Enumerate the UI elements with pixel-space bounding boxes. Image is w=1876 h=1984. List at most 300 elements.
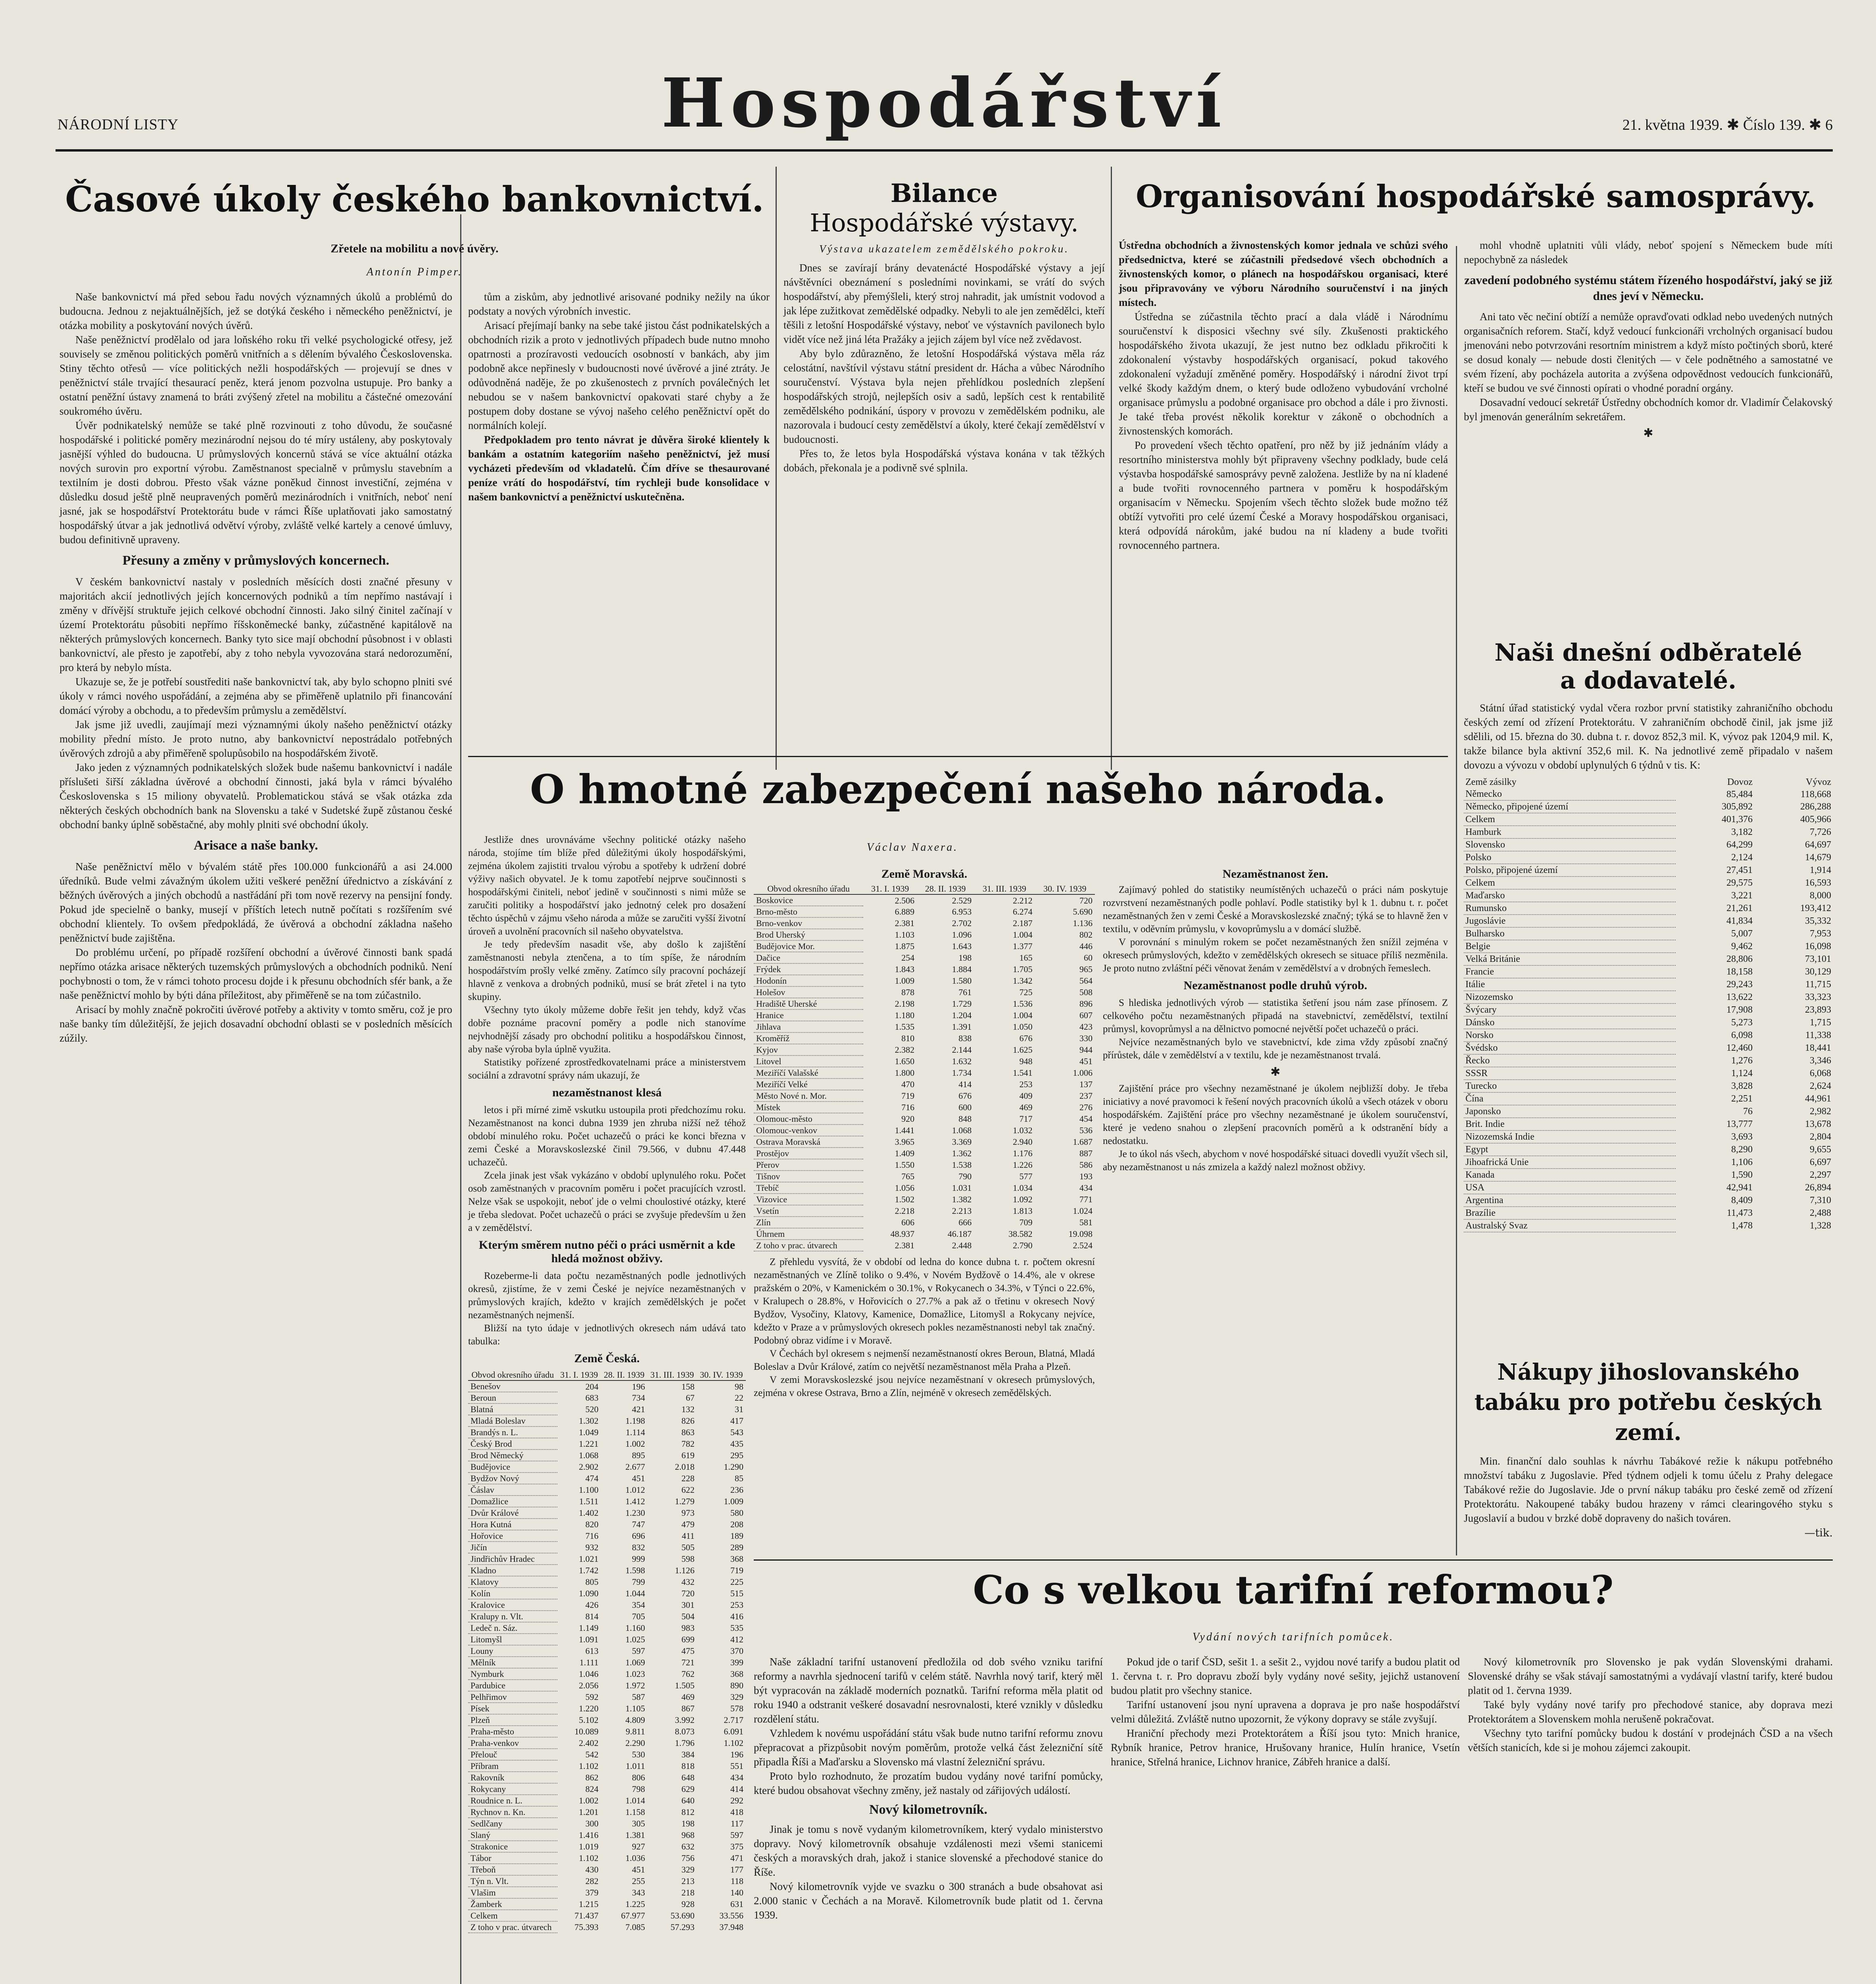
district-name: Brno-venkov [754,917,863,929]
district-name: Hranice [754,1009,863,1021]
table-cell: 2.187 [1013,918,1033,928]
table-cell: 412 [730,1634,743,1644]
paragraph: Naše peněžnictví mělo v bývalém státě přes 100.000 funkcionářů a asi 24.000 úředníků. Bude velmi závažným úkolem užiti veškeré peněžní úřednictvo a získávání z běžných úvěrových a jiných obchodů a nastřádání při tom nově rezervy na pensijní fondy. Pokud jde specielně o banky, musejí v příštích letech nutně počítati s rozšířením své obchodní klientely. To ovšem předpokládá, že úvěrová a obchodní základna našeho peněžnictví bude zajištěna. [60,861,452,944]
table-cell: 927 [632,1842,645,1851]
country-name: Nizozemská Indie [1464,1130,1676,1143]
table-row [1464,800,1833,813]
paragraph: Jestliže dnes urovnáváme všechny politické otázky našeho národa, stojíme tím blíže před důležitými úkoly hospodářskými, zejména úkolem zajistiti trvalou výrobu a spotřeby k udržení dobré výživy našich obyvatel. Je k tomu zapotřebí nejprve součinnosti s hospodářskými činiteli, neboť jedině v součinnosti s nimi může se zaručiti politiky a hospodářství jako jednotný celek pro dosažení těchto úspěchů v zájmu všeho národa a může se zaručiti vyšší životní úroveň a uvolnění pracovních sil našeho obyvatelstva. [468,834,746,937]
table-cell: 597 [730,1830,743,1840]
table-cell: 820 [585,1519,599,1529]
district-name: Úhrnem [754,1228,863,1240]
table-cell: 676 [958,1091,972,1101]
table-cell: 1.550 [895,1160,915,1170]
table-cell: 999 [632,1554,645,1564]
table-cell: 471 [730,1853,743,1863]
import-value: 42,941 [1726,1182,1753,1193]
export-value: 1,328 [1810,1221,1831,1231]
article-subtitle: Výstava ukazatelem zemědělského pokroku. [819,243,1069,255]
table-cell: 3.992 [675,1715,695,1725]
table-cell: 1.011 [626,1761,645,1771]
article-title: Časové úkoly českého bankovnictví. [65,179,764,220]
section-heading: Nový kilometrovník. [869,1802,987,1817]
table-row [1464,965,1833,978]
table-row [468,1588,746,1599]
table-cell: 1.176 [1013,1148,1033,1158]
district-name: Hora Kutná [468,1519,557,1530]
table-cell: 948 [1019,1056,1033,1066]
paragraph: Do problému určení, po případě rozšíření obchodní a úvěrové činnosti bank spadá nepřímo otázka arisace některých tuzemských průmyslových a obchodních podniků. Není pochybnosti o tom, že v rámci tohoto procesu dojde i k přesunu obchodních sfér bank, a že naše peněžnictví mohlo by býti dána příležitost, aby přiměřeně se na tom zúčastnilo. [60,946,452,1001]
import-value: 13,622 [1726,992,1753,1002]
district-name: Pardubice [468,1680,557,1691]
table-cell: 1.002 [579,1796,599,1805]
import-value: 12,460 [1726,1043,1753,1053]
district-name: Hradiště Uherské [754,998,863,1009]
district-name: Hořovice [468,1530,557,1542]
export-value: 2,488 [1810,1208,1831,1218]
table-cell: 1.158 [625,1807,645,1817]
table-row [1464,991,1833,1004]
table-cell: 805 [585,1577,599,1587]
paragraph: Dnes se zavírají brány devatenácté Hospodářské výstavy a její návštěvníci obeznámení s posledními novinkami, se vrátí do svých hospodářství, aby přemýšleli, který stroj nahradit, jak umístnit vodovod a jak lépe zužitkovat zemědělské odpadky. Nebyli to ale jen zemědělci, kteří těšili z letošní Hospodářské výstavy, neboť ve výstavních pavilonech bylo vidět více než jiná léta Pražáky a jejich zájem byl více než zvědavost. [783,262,1105,345]
table-cell: 1.625 [1013,1045,1033,1055]
table-cell: 725 [1019,987,1033,997]
table-cell: 1.381 [625,1830,645,1840]
district-name: Ledeč n. Sáz. [468,1622,557,1634]
table-row [754,1009,1095,1021]
export-value: 44,961 [1805,1094,1831,1104]
table-cell: 1.875 [895,941,915,951]
import-value: 85,484 [1726,789,1753,800]
table-cell: 1.009 [895,976,915,986]
table-cell: 1.160 [625,1623,645,1633]
district-name: Brod Uherský [754,929,863,940]
import-value: 41,834 [1726,916,1753,926]
paragraph: Ani tato věc nečiní obtíží a nemůže opravďovati odklad nebo uvedených nutných organisačních reforem. Stačí, když vedoucí funkcionáři vrcholných organisací budou jmenováni nebo potvrzováni resortním ministrem a když místo počtiných sborů, které se dosud konaly — nebude dosti členitých — v čele podnětného a samostatné ve svém řízení, aby pocházela autorita a zvýšena odpovědnost vedoucích funkcionářů, kteří se budou ve své činnosti opírati o vhodné poradní orgány. [1464,311,1833,394]
table-cell: 826 [681,1416,695,1426]
table-row [754,894,1095,906]
article1-col2 [468,290,770,504]
table-cell: 421 [632,1404,645,1414]
article-title: Naši dnešní odběratelé [1494,639,1802,667]
export-value: 30,129 [1805,967,1831,977]
district-name: Žamberk [468,1898,557,1910]
country-name: Rumunsko [1464,902,1676,915]
table-cell: 75.393 [574,1922,599,1932]
table-row [1464,1143,1833,1156]
district-name: Olomouc-město [754,1113,863,1125]
paragraph: mohl vhodně uplatniti vůli vlády, neboť spojení s Německem bude míti nepochybně za následek [1464,239,1833,265]
paragraph: Proto bylo rozhodnuto, že prozatím budou vydány nové tarifní pomůcky, které budou obsahovat všechny změny, jež nastaly od zářijových událostí. [754,1770,1103,1796]
table-cell: 1.632 [952,1056,972,1066]
table-row [468,1726,746,1737]
district-name: Blatná [468,1403,557,1415]
table-cell: 640 [681,1796,695,1805]
section-title: Hospodářství [661,63,1227,143]
article7-col3 [1468,1655,1833,1755]
table-cell: 1.800 [895,1068,915,1078]
column-rule [460,214,461,1984]
district-name: Jičín [468,1542,557,1553]
table-cell: 578 [730,1703,743,1713]
import-value: 29,243 [1726,979,1753,990]
table-cell: 551 [730,1761,743,1771]
table-cell: 1.034 [1013,1183,1033,1193]
table-cell: 368 [730,1669,743,1679]
table-row [1464,877,1833,889]
table-cell: 505 [681,1542,695,1552]
country-name: Norsko [1464,1029,1676,1042]
table-cell: 1.180 [895,1010,915,1020]
table-row [1464,1156,1833,1169]
table-cell: 475 [681,1646,695,1656]
table-cell: 530 [632,1749,645,1759]
table-title: Země Moravská. [881,867,968,880]
table-cell: 1.100 [579,1485,599,1495]
district-name: Louny [468,1645,557,1657]
district-name: Litomyšl [468,1634,557,1645]
export-value: 9,655 [1810,1144,1831,1155]
section-heading: Nezaměstnanost žen. [1222,867,1329,880]
table-cell: 1.091 [579,1634,599,1644]
table-cell: 140 [730,1888,743,1897]
column-header: 31. I. 1939 [863,883,917,894]
district-name: Litovel [754,1055,863,1067]
table-cell: 137 [1079,1079,1093,1089]
section-heading: nezaměstnanost klesá [552,1086,662,1099]
table-cell: 85 [735,1473,743,1483]
table-cell: 300 [585,1819,599,1828]
district-name: Rokycany [468,1783,557,1795]
table-cell: 1.024 [1073,1206,1093,1216]
export-value: 35,332 [1805,916,1831,926]
export-value: 2,804 [1810,1132,1831,1142]
district-name: Místek [754,1102,863,1113]
country-name: Slovensko [1464,838,1676,851]
table-cell: 67 [685,1393,695,1403]
table-row [468,1496,746,1507]
table-cell: 208 [730,1519,743,1529]
table-cell: 57.293 [670,1922,695,1932]
table-cell: 705 [632,1611,645,1621]
table-row [468,1553,746,1565]
table-cell: 709 [1019,1217,1033,1227]
export-value: 7,310 [1810,1195,1831,1205]
table-row [468,1657,746,1668]
table-cell: 1.813 [1013,1206,1033,1216]
table-cell: 1.096 [952,930,972,940]
table-row [754,1171,1095,1182]
table-cell: 451 [632,1473,645,1483]
table-row [468,1852,746,1864]
table-cell: 721 [681,1657,695,1667]
masthead-rule [56,149,1833,152]
table-cell: 1.056 [895,1183,915,1193]
country-name: Jugoslávie [1464,915,1676,927]
district-name: Přelouč [468,1749,557,1760]
column-header: 31. I. 1939 [557,1369,601,1380]
table-row [754,1194,1095,1205]
paragraph: Z přehledu vysvítá, že v období od ledna do konce dubna t. r. počtem okresní nezaměstnaných ve Zlíně toliko o 9.4%, v Novém Bydžově o 14.4%, ale v okrese pražském o 20%, v Kamenickém o 30.1%, v Rokycanech o 34.3%, v Týnci o 22.6%, v Kralupech o 28.8%, v Hořovicích o 27.7% a pak až o třetinu v okresech Nový Bydžov, Vysočiny, Klatovy, Kamenice, Domažlice, Litomyšl a Rokycany nejvíce, kdežto v Praze a v průmyslových okresech pokles nezaměstnanosti nebyl tak značný. Podobný obraz vidíme i v Moravě. [754,1257,1095,1346]
table-cell: 2.056 [579,1680,599,1690]
article-title: Nákupy jihoslovanského tabáku pro potřebu českých zemí. [1474,1359,1822,1446]
table-row [468,1461,746,1473]
import-value: 17,908 [1726,1005,1753,1015]
import-value: 5,007 [1731,929,1753,939]
table-row [468,1438,746,1450]
table-cell: 508 [1079,987,1093,997]
table-cell: 597 [632,1646,645,1656]
table-cell: 1.729 [952,999,972,1009]
table-cell: 762 [681,1669,695,1679]
country-name: Polsko, připojené území [1464,864,1676,877]
table-cell: 676 [1019,1033,1033,1043]
table-cell: 1.023 [625,1669,645,1679]
district-name: Meziříčí Valašské [754,1067,863,1079]
section-heading: Nezaměstnanost podle druhů výrob. [1183,979,1367,992]
district-name: Nymburk [468,1668,557,1680]
column-header: 28. II. 1939 [917,883,974,894]
table-cell: 1.215 [579,1899,599,1909]
paragraph: Tarifní ustanovení jsou nyní upravena a doprava je pro naše hospodářství velmi důležitá. Zvláště nutno upozornit, že výkony dopravy se stále zvyšují. [1111,1699,1460,1725]
table-row [468,1818,746,1829]
table-cell: 1.111 [579,1657,599,1667]
table-cell: 295 [730,1450,743,1460]
table-cell: 399 [730,1657,743,1667]
table-cell: 543 [730,1427,743,1437]
article4 [1464,639,1833,1232]
paragraph: Arisací přejímají banky na sebe také jistou část podnikatelských a obchodních rizik a proto v jednotlivých případech bude nutno mnoho opatrnosti a prozíravosti vedoucích osobností v bankách, aby jim podobně akce nepřinesly v budoucnosti nové úvěrové a jiné ztráty. Je odůvodněná naděje, že po zkušenostech z prvních poválečných let nebudou se v našem bankovnictví opakovati staré chyby a že postupem doby dostane se vývoj našeho celého peněžnictví opět do normálních kolejí. [468,319,770,431]
table-cell: 587 [632,1692,645,1702]
table-cell: 282 [585,1876,599,1886]
trade-table [1464,776,1833,1232]
table-row [1464,1118,1833,1130]
country-name: Švédsko [1464,1042,1676,1054]
table-cell: 409 [1019,1091,1033,1101]
table-cell: 2.524 [1073,1240,1093,1250]
district-name: Dvůr Králové [468,1507,557,1519]
table-cell: 329 [730,1692,743,1702]
table-cell: 416 [730,1611,743,1621]
article-subtitle: Zřetele na mobilitu a nové úvěry. [330,242,499,255]
article2 [783,179,1105,475]
export-value: 26,894 [1805,1182,1831,1193]
export-value: 73,101 [1805,954,1831,964]
table-cell: 343 [632,1888,645,1897]
column-header: Země zásilky [1465,777,1517,787]
table-cell: 896 [1079,999,1093,1009]
export-value: 118,668 [1800,789,1831,800]
table-row [754,1125,1095,1136]
import-value: 18,158 [1726,967,1753,977]
table-cell: 1.441 [895,1125,915,1135]
paragraph: Úvěr podnikatelský nemůže se také plně rozvinouti z toho důvodu, že současné hospodářské i politické poměry mezinárodní nejsou do té míry ustáleny, aby poskytovaly jasnější výhled do budoucna. U průmyslových koncernů stává se více aktuální otázka nových surovin pro exportní výrobu. Zaměstnanost specialně v průmyslu stavebním a textilním je dosti dobrou. Přesto však vázne poněkud činnost investiční, zejména v důsledku dosud ještě plně neupravených poměrů mezinárodních i vnitřních, neboť není jasné, jak se hospodářství Protektorátu bude v rámci Říše uplatňovati jako samostatný hospodářský útvar a jak jednotlivá odvětví výroby, zvláště velké kartely a cenové úmluvy, budou definitivně upraveny. [60,419,452,546]
table-cell: 1.279 [675,1496,695,1506]
table-cell: 1.402 [579,1508,599,1518]
country-name: Australský Svaz [1464,1219,1676,1232]
table-row [1464,927,1833,940]
district-name: Mělník [468,1657,557,1668]
export-value: 16,593 [1805,878,1831,888]
column-header: Dovoz [1727,777,1753,787]
table-cell: 1.535 [895,1022,915,1032]
table-row [468,1829,746,1841]
table-row [1464,940,1833,953]
table-cell: 7.085 [625,1922,645,1932]
table-row [1464,1054,1833,1067]
column-header: Obvod okresního úřadu [468,1369,557,1380]
table-row [468,1484,746,1496]
district-name: Z toho v prac. útvarech [754,1240,863,1251]
paragraph: Přes to, že letos byla Hospodářská výstava konána v tak těžkých dobách, překonala je a podivně své splnila. [783,448,1105,474]
table-row [1464,1029,1833,1042]
table-cell: 158 [681,1381,695,1392]
table-cell: 1.843 [895,964,915,974]
export-value: 2,624 [1810,1081,1831,1091]
table-cell: 1.505 [675,1680,695,1690]
export-value: 2,297 [1810,1170,1831,1180]
table-cell: 434 [730,1773,743,1782]
table-cell: 22 [735,1393,743,1403]
export-value: 13,678 [1805,1119,1831,1129]
table-cell: 862 [585,1773,599,1782]
paragraph: V českém bankovnictví nastaly v posledních měsících dosti značné přesuny v majoritách akcií jednotlivých jejích koncernových podniků a tím nepřímo nastávají i změny v dřívější struktuře jejich celkové obchodní činnosti. Jako silný činitel začínají v území Protektorátu působiti nepřímo říšskoněmecké banky, zúčastněné kapitálově na některých průmyslových koncernech. Banky tyto sice mají obchodní působnost i v oblasti bankovnictví, ale přesto je zapotřebí, aby z toho nebyla vyvozována stará nedorozumění, pro která by nebylo místa. [60,576,452,673]
table-cell: 1.012 [625,1485,645,1495]
district-name: Příbram [468,1760,557,1772]
table-cell: 1.149 [579,1623,599,1633]
paragraph: Předpokladem pro tento návrat je důvěra široké klientely k bankám a ostatním kategoriím našeho peněžnictví, jež musí vycházeti především od vkladatelů. Čím dříve se thesaurované peníze vrátí do hospodářství, tím rychleji bude konsolidace v našem bankovnictví a peněžnictví uskutečněna. [468,434,770,503]
table-cell: 432 [681,1577,695,1587]
table-cell: 414 [730,1784,743,1794]
table-cell: 1.536 [1013,999,1033,1009]
district-name: Strakonice [468,1841,557,1852]
table-cell: 276 [1079,1102,1093,1112]
country-name: Dánsko [1464,1016,1676,1029]
table-row [1464,1042,1833,1054]
district-name: Kroměříž [754,1032,863,1044]
country-name: Francie [1464,965,1676,978]
district-name: Kolín [468,1588,557,1599]
table-cell: 1.290 [724,1462,743,1472]
table-cell: 536 [1079,1125,1093,1135]
table-row [1464,1016,1833,1029]
table-row [468,1691,746,1703]
table-row [1464,864,1833,877]
table-cell: 581 [1079,1217,1093,1227]
export-value: 23,893 [1805,1005,1831,1015]
table-cell: 586 [1079,1160,1093,1170]
table-cell: 430 [585,1865,599,1874]
table-cell: 1.230 [625,1508,645,1518]
table-row [1464,1207,1833,1219]
table-cell: 968 [681,1830,695,1840]
export-value: 1,715 [1810,1017,1831,1028]
column-header: 31. III. 1939 [647,1369,697,1380]
district-name: Boskovice [754,894,863,906]
table-cell: 2.198 [895,999,915,1009]
table-cell: 1.102 [579,1853,599,1863]
table-row [754,975,1095,986]
district-name: Rakovník [468,1772,557,1783]
import-value: 5,273 [1731,1017,1753,1028]
column-rule [1456,246,1457,1555]
table-cell: 1.502 [895,1194,915,1204]
table-row [1464,788,1833,800]
table-cell: 1.002 [625,1439,645,1449]
table-cell: 632 [681,1842,695,1851]
table-cell: 629 [681,1784,695,1794]
import-value: 11,473 [1726,1208,1753,1218]
table-cell: 1.014 [625,1796,645,1805]
paper-name: NÁRODNÍ LISTY [58,116,179,133]
star-separator: ✱ [1270,1065,1281,1079]
table-row [1464,1194,1833,1207]
country-name: Kanada [1464,1169,1676,1181]
table-cell: 613 [585,1646,599,1656]
district-name: Brandýs n. L. [468,1426,557,1438]
table-cell: 863 [681,1427,695,1437]
country-name: Argentina [1464,1194,1676,1207]
table-cell: 354 [632,1600,645,1610]
table-cell: 806 [632,1773,645,1782]
table-cell: 446 [1079,941,1093,951]
signature: —tik. [1804,1527,1833,1539]
table-cell: 451 [1079,1056,1093,1066]
country-name: Itálie [1464,978,1676,991]
table-cell: 204 [585,1381,599,1392]
table-row [468,1599,746,1611]
table-row [754,1159,1095,1171]
table-cell: 1.126 [675,1565,695,1575]
table-cell: 716 [585,1531,599,1541]
table-cell: 417 [730,1416,743,1426]
table-row [468,1473,746,1484]
table-cell: 756 [681,1853,695,1863]
table-row [754,929,1095,940]
table-cell: 696 [632,1531,645,1541]
table-cell: 928 [681,1899,695,1909]
paragraph: Dosavadní vedoucí sekretář Ústředny obchodních komor dr. Vladimír Čelakovský byl jmenován generálním sekretářem. [1464,396,1833,423]
table-cell: 1.884 [952,964,972,974]
article-title: O hmotné zabezpečení našeho národa. [530,766,1386,813]
import-value: 2,251 [1731,1094,1753,1104]
table-cell: 580 [730,1508,743,1518]
table-cell: 666 [958,1217,972,1227]
table-cell: 1.650 [895,1056,915,1066]
import-value: 3,693 [1731,1132,1753,1142]
import-value: 9,462 [1731,941,1753,952]
import-value: 401,376 [1722,814,1753,825]
table-cell: 2.382 [895,1045,915,1055]
table-cell: 1.598 [625,1565,645,1575]
table-cell: 71.437 [574,1911,599,1921]
table-cell: 1.069 [625,1657,645,1667]
table-cell: 189 [730,1531,743,1541]
paragraph: Nový kilometrovník pro Slovensko je pak vydán Slovenskými drahami. Slovenské dráhy se však stávají samostatnými a vydávají vlastní tarify, které budou platit od 1. června 1939. [1468,1656,1833,1696]
table-row [468,1392,746,1403]
table-cell: 1.114 [626,1427,645,1437]
table-cell: 435 [730,1439,743,1449]
table-cell: 53.690 [670,1911,695,1921]
district-name: Praha-město [468,1726,557,1737]
table-row [754,1217,1095,1228]
table-row [754,963,1095,975]
table-cell: 1.102 [724,1738,743,1748]
table-row [1464,1004,1833,1016]
district-name: Brno-město [754,906,863,917]
table-cell: 218 [681,1888,695,1897]
table-cell: 798 [632,1784,645,1794]
table-cell: 1.046 [579,1669,599,1679]
